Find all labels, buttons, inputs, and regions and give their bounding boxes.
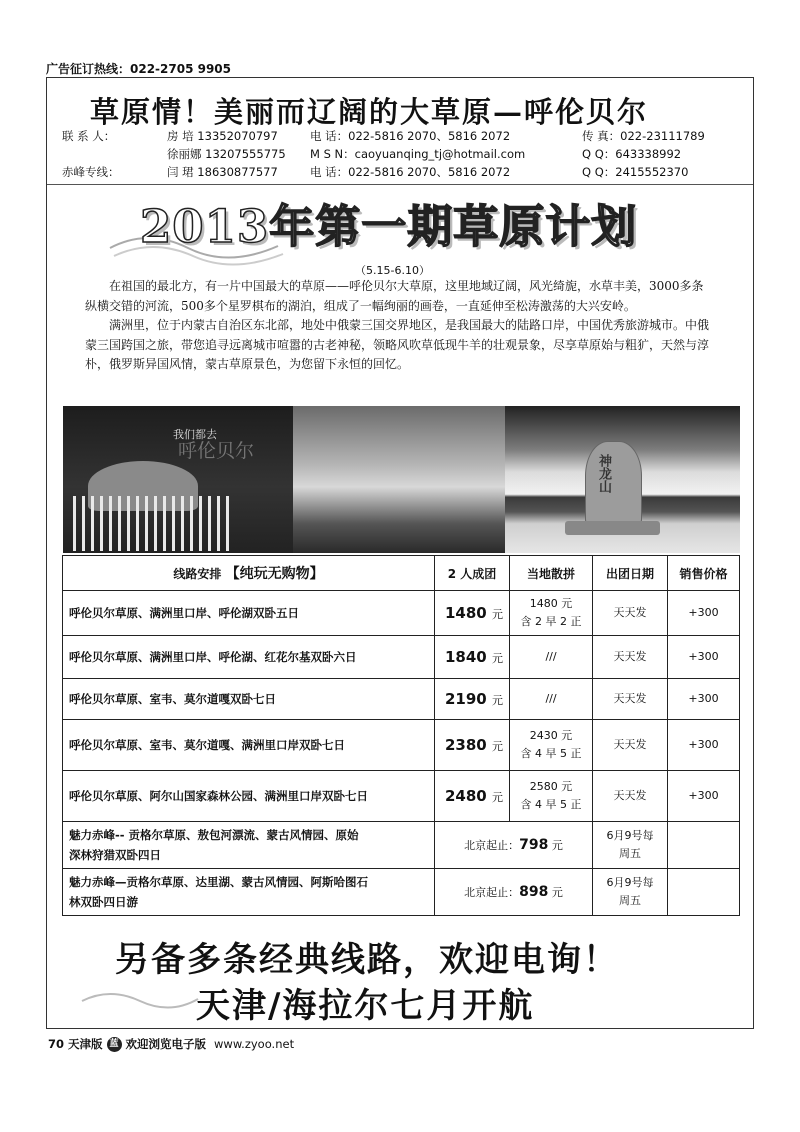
local-price-value: 2430 元 xyxy=(529,729,573,742)
edition-badge-icon: 蓝 xyxy=(107,1037,122,1052)
beijing-price-value: 798 xyxy=(519,837,549,853)
group-price xyxy=(435,636,510,679)
sale-price: +300 xyxy=(668,771,740,822)
local-meal-info: 含 4 早 5 正 xyxy=(520,798,582,811)
local-price-value: 2580 元 xyxy=(529,780,573,793)
group-price xyxy=(435,591,510,636)
stone-monument-photo xyxy=(505,406,740,553)
beijing-label: 北京起止： xyxy=(464,839,520,852)
contact-row xyxy=(62,163,752,181)
monument-base xyxy=(565,521,660,535)
depart-date-line: 6月9号每 xyxy=(606,829,654,842)
stone-inscription: 神龙山 xyxy=(596,454,611,493)
contact-label: 联 系 人： xyxy=(62,129,116,143)
table-row xyxy=(63,869,740,916)
contact-fax: 传 真：022-23111789 xyxy=(582,129,705,143)
monument-stone xyxy=(585,441,642,528)
price-unit: 元 xyxy=(491,608,503,621)
beijing-price-value: 898 xyxy=(519,884,549,900)
route-name: 呼伦贝尔草原、满洲里口岸、呼伦湖双卧五日 xyxy=(63,591,435,636)
local-price-value: 1480 元 xyxy=(529,597,573,610)
contact-person: 闫 珺 18630877577 xyxy=(167,165,278,179)
route-name: 呼伦贝尔草原、室韦、莫尔道嘎、满洲里口岸双卧七日 xyxy=(63,720,435,771)
photo-strip xyxy=(63,406,740,553)
table-row xyxy=(63,679,740,720)
sale-price: +300 xyxy=(668,591,740,636)
local-meal-info: 含 2 早 2 正 xyxy=(520,615,582,628)
sale-price xyxy=(668,822,740,869)
sale-price: +300 xyxy=(668,679,740,720)
table-row xyxy=(63,591,740,636)
group-price xyxy=(435,771,510,822)
intro-paragraph: 在祖国的最北方，有一片中国最大的草原——呼伦贝尔大草原，这里地域辽阔，风光绮旎，水草丰美，3000多条纵横交错的河流，500多个星罗棋布的湖泊，组成了一幅绚丽的画卷，一直延伸至松涛激荡的大兴安岭。 xyxy=(85,279,704,313)
depart-date xyxy=(593,822,668,869)
header-local: 当地散拼 xyxy=(510,556,593,591)
table-row xyxy=(63,636,740,679)
beijing-price xyxy=(435,869,593,916)
footer-text: 欢迎浏览电子版 xyxy=(125,1037,207,1051)
depart-date-line: 6月9号每 xyxy=(606,876,654,889)
depart-date: 天天发 xyxy=(593,591,668,636)
local-price: /// xyxy=(510,636,593,679)
promo-subheadline: 天津/海拉尔七月开航 xyxy=(196,986,535,1026)
group-price xyxy=(435,679,510,720)
price-unit: 元 xyxy=(491,791,503,804)
group-price-value: 2480 xyxy=(445,787,487,805)
photo-caption: 我们都去 xyxy=(173,428,217,441)
contact-qq: Q Q：643338992 xyxy=(582,147,682,161)
fence-shape xyxy=(73,496,233,551)
plan-title: 2013年第一期草原计划 xyxy=(140,200,638,253)
header-route-label: 线路安排 xyxy=(173,567,222,581)
promo-headline: 另备多条经典线路，欢迎电询！ xyxy=(115,940,619,980)
grassland-fence-photo xyxy=(63,406,293,553)
sale-price: +300 xyxy=(668,636,740,679)
footer-url[interactable]: www.zyoo.net xyxy=(214,1037,295,1051)
header-price: 销售价格 xyxy=(668,556,740,591)
beijing-label: 北京起止： xyxy=(464,886,520,899)
intro-text xyxy=(85,277,715,375)
header-route-highlight: 【纯玩无购物】 xyxy=(225,566,324,582)
header-date: 出团日期 xyxy=(593,556,668,591)
depart-date xyxy=(593,869,668,916)
divider xyxy=(47,184,753,185)
local-price xyxy=(510,771,593,822)
route-line: 林双卧四日游 xyxy=(69,895,138,909)
table-header-row xyxy=(63,556,740,591)
local-price xyxy=(510,591,593,636)
intro-paragraph: 满洲里，位于内蒙古自治区东北部，地处中俄蒙三国交界地区，是我国最大的陆路口岸，中国优秀旅游城市。中俄蒙三国跨国之旅，带您追寻远离城市喧嚣的古老神秘，领略风吹草低现牛羊的壮观景象，尽享草原始与粗犷，天然与淳朴，俄罗斯异国风情，蒙古草原景色，为您留下永恒的回忆。 xyxy=(85,318,710,371)
route-table xyxy=(62,555,740,916)
price-unit: 元 xyxy=(551,886,563,899)
route-name xyxy=(63,869,435,916)
route-line: 魅力赤峰-- 贡格尔草原、敖包河漂流、蒙古风情园、原始 xyxy=(69,828,359,842)
table-row xyxy=(63,771,740,822)
contact-phone: 电 话：022-5816 2070、5816 2072 xyxy=(310,165,511,179)
contact-row xyxy=(62,127,752,145)
local-price xyxy=(510,720,593,771)
local-price: /// xyxy=(510,679,593,720)
page-footer xyxy=(48,1036,294,1052)
group-price-value: 1480 xyxy=(445,604,487,622)
price-unit: 元 xyxy=(491,740,503,753)
depart-date-line: 周五 xyxy=(619,847,641,860)
photo-caption-large: 呼伦贝尔 xyxy=(178,440,255,462)
decorative-swirl xyxy=(80,985,200,1015)
local-meal-info: 含 4 早 5 正 xyxy=(520,747,582,760)
contact-label: 赤峰专线： xyxy=(62,165,120,179)
plan-dates: （5.15-6.10） xyxy=(355,264,430,277)
contact-person: 房 培 13352070797 xyxy=(167,129,278,143)
depart-date: 天天发 xyxy=(593,636,668,679)
depart-date: 天天发 xyxy=(593,720,668,771)
table-row xyxy=(63,720,740,771)
route-name: 呼伦贝尔草原、阿尔山国家森林公园、满洲里口岸双卧七日 xyxy=(63,771,435,822)
contact-phone: 电 话：022-5816 2070、5816 2072 xyxy=(310,129,511,143)
price-unit: 元 xyxy=(551,839,563,852)
contact-row xyxy=(62,145,752,163)
group-price xyxy=(435,720,510,771)
header-group: 2 人成团 xyxy=(435,556,510,591)
group-price-value: 2190 xyxy=(445,690,487,708)
contact-qq: Q Q：2415552370 xyxy=(582,165,689,179)
contact-block xyxy=(62,127,752,181)
route-name: 呼伦贝尔草原、室韦、莫尔道嘎双卧七日 xyxy=(63,679,435,720)
sale-price xyxy=(668,869,740,916)
depart-date: 天天发 xyxy=(593,771,668,822)
horses-river-photo xyxy=(293,406,505,553)
contact-msn: M S N：caoyuanqing_tj@hotmail.com xyxy=(310,147,526,161)
depart-date-line: 周五 xyxy=(619,894,641,907)
contact-person: 徐丽娜 13207555775 xyxy=(167,147,286,161)
route-name xyxy=(63,822,435,869)
sale-price: +300 xyxy=(668,720,740,771)
route-line: 深林狩猎双卧四日 xyxy=(69,848,161,862)
route-name: 呼伦贝尔草原、满洲里口岸、呼伦湖、红花尔基双卧六日 xyxy=(63,636,435,679)
group-price-value: 2380 xyxy=(445,736,487,754)
depart-date: 天天发 xyxy=(593,679,668,720)
price-unit: 元 xyxy=(491,652,503,665)
headline: 草原情！美丽而辽阔的大草原—呼伦贝尔 xyxy=(90,95,649,129)
route-line: 魅力赤峰—贡格尔草原、达里湖、蒙古风情园、阿斯哈图石 xyxy=(69,875,368,889)
group-price-value: 1840 xyxy=(445,648,487,666)
price-unit: 元 xyxy=(491,694,503,707)
beijing-price xyxy=(435,822,593,869)
page-number: 70 天津版 xyxy=(48,1037,103,1051)
ad-hotline: 广告征订热线：022-2705 9905 xyxy=(46,62,232,76)
header-route xyxy=(63,556,435,591)
table-row xyxy=(63,822,740,869)
